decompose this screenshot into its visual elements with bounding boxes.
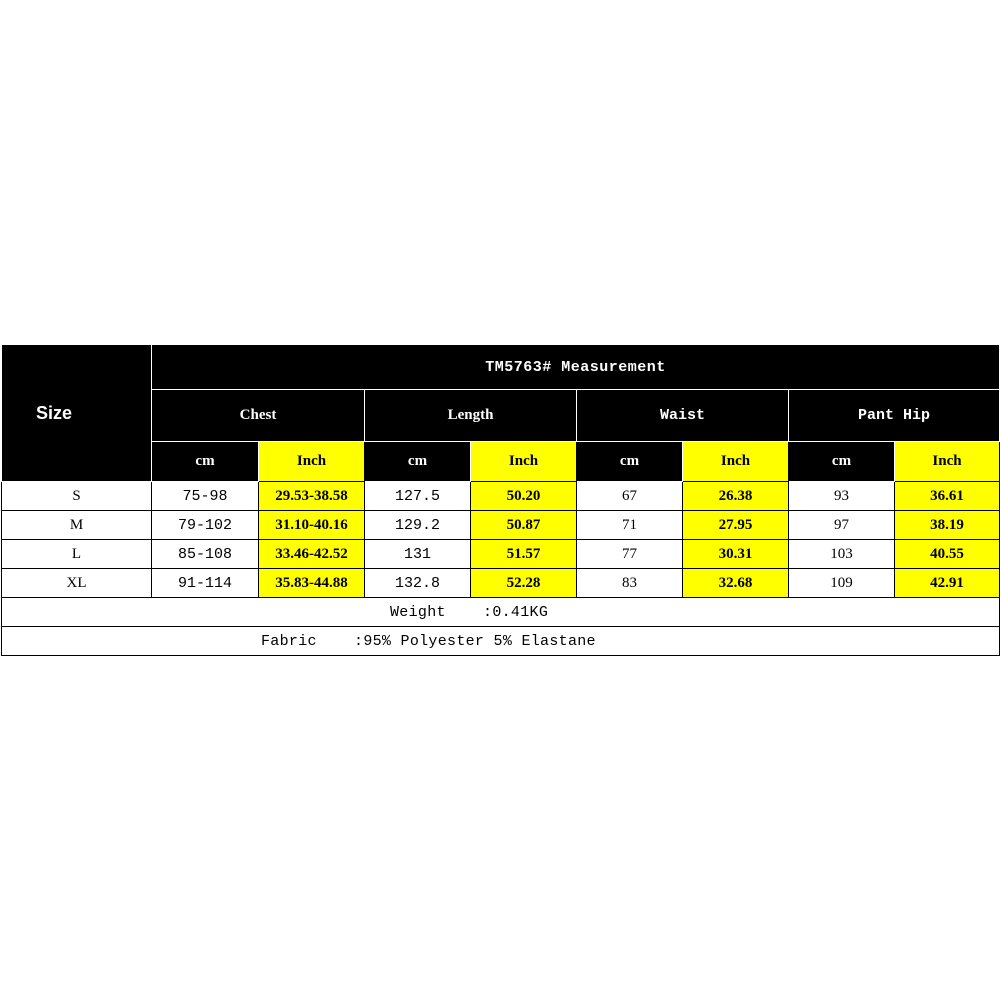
chest-inch-cell: 29.53-38.58: [259, 482, 365, 511]
table-row: [2, 511, 1000, 540]
length-cm-cell: 131: [365, 540, 471, 569]
unit-inch-hip: Inch: [895, 442, 1000, 482]
waist-cm-cell: 67: [577, 482, 683, 511]
hip-cm-cell: 103: [789, 540, 895, 569]
unit-inch-length: Inch: [471, 442, 577, 482]
waist-inch-cell: 27.95: [683, 511, 789, 540]
chart-title: TM5763# Measurement: [152, 345, 1000, 390]
unit-cm-chest: cm: [152, 442, 259, 482]
hip-inch-cell: 40.55: [895, 540, 1000, 569]
chest-cm-cell: 79-102: [152, 511, 259, 540]
unit-cm-length: cm: [365, 442, 471, 482]
waist-cm-cell: 77: [577, 540, 683, 569]
length-cm-cell: 132.8: [365, 569, 471, 598]
size-cell: S: [2, 482, 152, 511]
unit-inch-chest: Inch: [259, 442, 365, 482]
chest-cm-cell: 85-108: [152, 540, 259, 569]
waist-cm-cell: 83: [577, 569, 683, 598]
chest-inch-cell: 33.46-42.52: [259, 540, 365, 569]
group-header-pant-hip: Pant Hip: [789, 390, 1000, 442]
size-cell: XL: [2, 569, 152, 598]
unit-cm-hip: cm: [789, 442, 895, 482]
group-header-length: Length: [365, 390, 577, 442]
hip-cm-cell: 97: [789, 511, 895, 540]
size-cell: M: [2, 511, 152, 540]
length-inch-cell: 50.87: [471, 511, 577, 540]
waist-inch-cell: 26.38: [683, 482, 789, 511]
length-cm-cell: 129.2: [365, 511, 471, 540]
hip-inch-cell: 36.61: [895, 482, 1000, 511]
hip-cm-cell: 109: [789, 569, 895, 598]
hip-inch-cell: 42.91: [895, 569, 1000, 598]
table-row: [2, 482, 1000, 511]
unit-inch-waist: Inch: [683, 442, 789, 482]
size-column-header: Size: [2, 345, 152, 482]
chest-cm-cell: 91-114: [152, 569, 259, 598]
hip-inch-cell: 38.19: [895, 511, 1000, 540]
length-cm-cell: 127.5: [365, 482, 471, 511]
fabric-note: Fabric :95% Polyester 5% Elastane: [2, 627, 1000, 656]
waist-cm-cell: 71: [577, 511, 683, 540]
waist-inch-cell: 32.68: [683, 569, 789, 598]
unit-cm-waist: cm: [577, 442, 683, 482]
length-inch-cell: 52.28: [471, 569, 577, 598]
length-inch-cell: 50.20: [471, 482, 577, 511]
size-chart-table: [1, 344, 1000, 656]
table-row: [2, 540, 1000, 569]
chest-inch-cell: 35.83-44.88: [259, 569, 365, 598]
chest-cm-cell: 75-98: [152, 482, 259, 511]
group-header-chest: Chest: [152, 390, 365, 442]
chest-inch-cell: 31.10-40.16: [259, 511, 365, 540]
group-header-waist: Waist: [577, 390, 789, 442]
table-row: [2, 569, 1000, 598]
waist-inch-cell: 30.31: [683, 540, 789, 569]
hip-cm-cell: 93: [789, 482, 895, 511]
size-cell: L: [2, 540, 152, 569]
length-inch-cell: 51.57: [471, 540, 577, 569]
weight-note: Weight :0.41KG: [2, 598, 1000, 627]
